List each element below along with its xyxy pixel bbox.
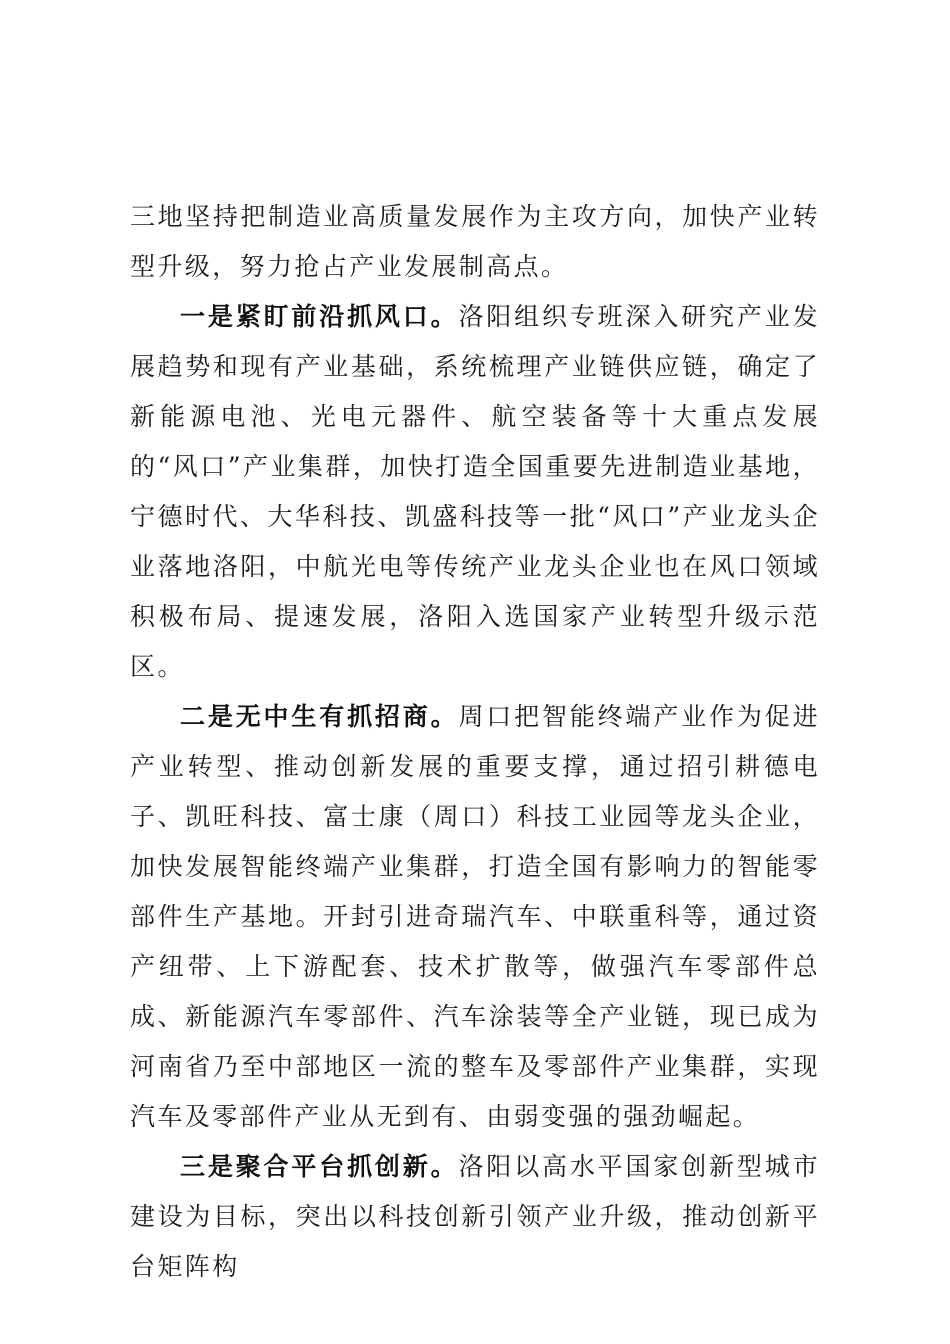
paragraph-third-point-text: 洛阳以高水平国家创新型城市建设为目标，突出以科技创新引领产业升级，推动创新平台矩阵构 [130,1152,820,1281]
paragraph-intro [130,192,820,292]
paragraph-second-point-text: 周口把智能终端产业作为促进产业转型、推动创新发展的重要支撑，通过招引耕德电子、凯旺科技、富士康（周口）科技工业园等龙头企业，加快发展智能终端产业集群，打造全国有影响力的智能零部件生产基地。开封引进奇瑞汽车、中联重科等，通过资产纽带、上下游配套、技术扩散等，做强汽车零部件总成、新能源汽车零部件、汽车涂装等全产业链，现已成为河南省乃至中部地区一流的整车及零部件产业集群，实现汽车及零部件产业从无到有、由弱变强的强劲崛起。 [130,702,820,1131]
paragraph-second-point [130,692,820,1142]
paragraph-second-point-lead: 二是无中生有抓招商。 [180,702,459,731]
paragraph-intro-text: 三地坚持把制造业高质量发展作为主攻方向，加快产业转型升级，努力抢占产业发展制高点。 [130,202,820,281]
paragraph-third-point-lead: 三是聚合平台抓创新。 [180,1152,459,1181]
document-body [130,192,820,1292]
paragraph-first-point-text: 洛阳组织专班深入研究产业发展趋势和现有产业基础，系统梳理产业链供应链，确定了新能源电池、光电元器件、航空装备等十大重点发展的“风口”产业集群，加快打造全国重要先进制造业基地，宁德时代、大华科技、凯盛科技等一批“风口”产业龙头企业落地洛阳，中航光电等传统产业龙头企业也在风口领域积极布局、提速发展，洛阳入选国家产业转型升级示范区。 [130,302,820,681]
paragraph-first-point-lead: 一是紧盯前沿抓风口。 [180,302,459,331]
paragraph-first-point [130,292,820,692]
paragraph-third-point [130,1142,820,1292]
